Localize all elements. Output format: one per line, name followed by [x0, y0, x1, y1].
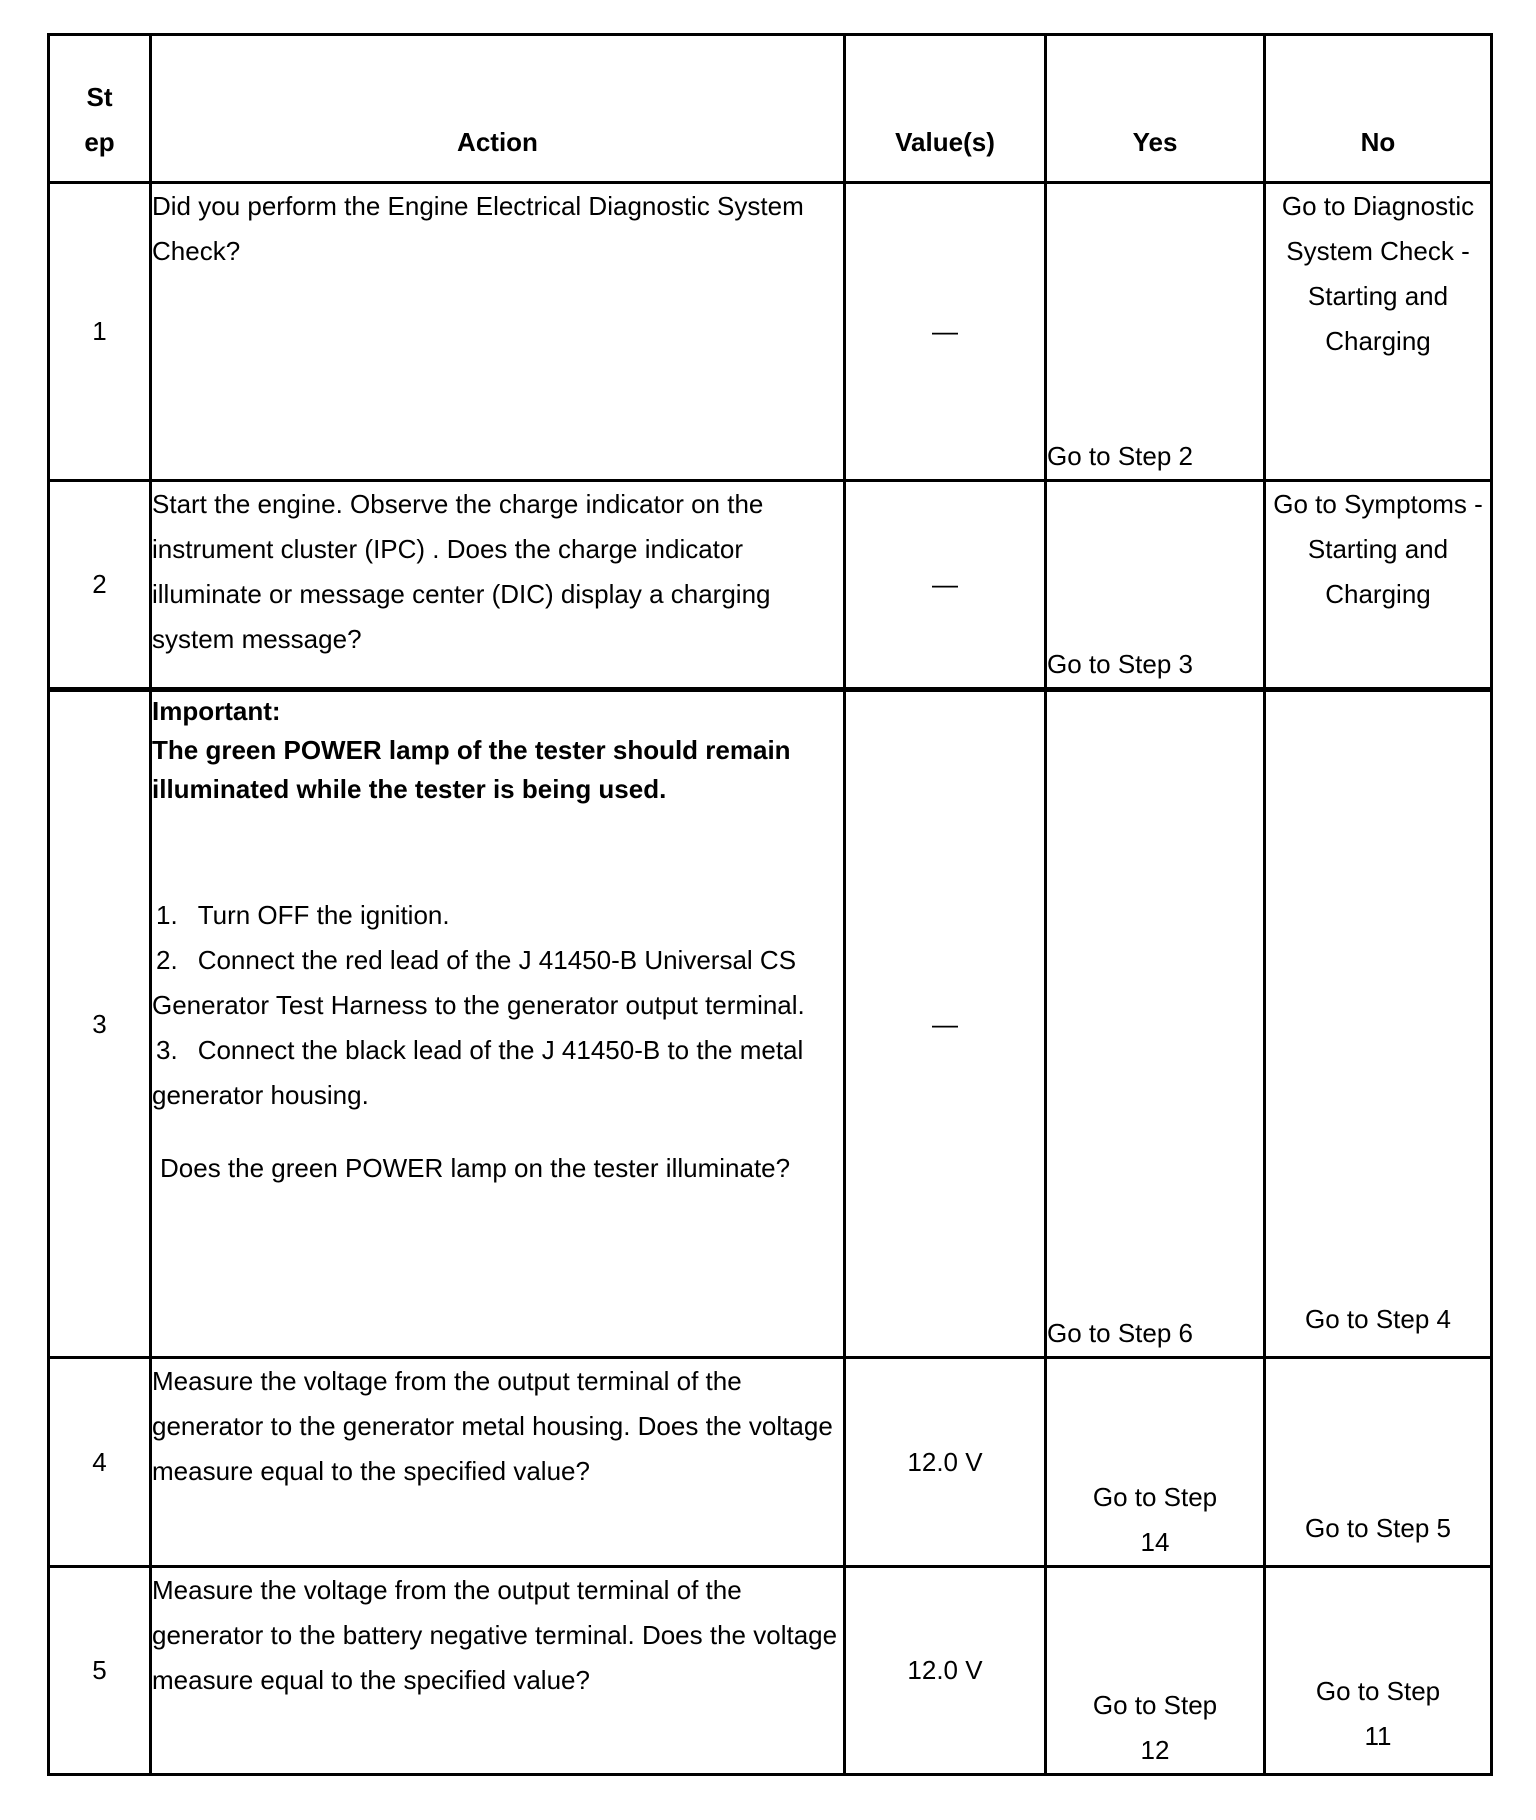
value-cell: 12.0 V	[845, 1358, 1046, 1567]
yes-link[interactable]: Go to Step 6	[1046, 690, 1265, 1358]
step-header-line1: St	[86, 82, 113, 112]
step-number: 4	[49, 1358, 151, 1567]
step-number: 5	[49, 1567, 151, 1775]
no-link[interactable]: Go to Step 5	[1265, 1358, 1492, 1567]
step-number: 2	[49, 481, 151, 690]
important-label: Important:	[152, 696, 281, 726]
action-text	[151, 690, 845, 1358]
yes-link-text[interactable]: Go to Step 14	[1092, 1482, 1218, 1557]
value-cell: —	[845, 690, 1046, 1358]
procedure-step-number: 3.	[156, 1035, 178, 1065]
value-cell: —	[845, 183, 1046, 481]
value-cell: —	[845, 481, 1046, 690]
diagnostic-table	[47, 33, 1493, 1776]
action-header: Action	[151, 35, 845, 183]
procedure-step-number: 2.	[156, 945, 178, 975]
step-header	[49, 35, 151, 183]
step-number: 1	[49, 183, 151, 481]
yes-link[interactable]	[1046, 1567, 1265, 1775]
no-link[interactable]: Go to Symptoms - Starting and Charging	[1265, 481, 1492, 690]
action-text: Did you perform the Engine Electrical Diagnostic System Check?	[151, 183, 845, 481]
procedure-step	[152, 1028, 843, 1118]
values-header: Value(s)	[845, 35, 1046, 183]
table-row	[49, 183, 1492, 481]
question-text: Does the green POWER lamp on the tester illuminate?	[160, 1153, 791, 1183]
yes-link[interactable]	[1046, 1358, 1265, 1567]
action-text: Measure the voltage from the output terminal of the generator to the generator metal housing. Does the voltage measure equal to the specified value?	[151, 1358, 845, 1567]
no-link[interactable]	[1265, 1567, 1492, 1775]
important-note: The green POWER lamp of the tester should remain illuminated while the tester is being used.	[152, 735, 791, 804]
table-row	[49, 690, 1492, 1358]
no-link[interactable]: Go to Diagnostic System Check - Starting and Charging	[1265, 183, 1492, 481]
no-link-text[interactable]: Go to Step 11	[1315, 1676, 1441, 1751]
step-number: 3	[49, 690, 151, 1358]
action-text: Start the engine. Observe the charge indicator on the instrument cluster (IPC) . Does the charge indicator illuminate or message center (DIC) display a charging system message?	[151, 481, 845, 690]
yes-header: Yes	[1046, 35, 1265, 183]
no-link[interactable]: Go to Step 4	[1265, 690, 1492, 1358]
step-header-line2: ep	[84, 127, 115, 157]
no-header: No	[1265, 35, 1492, 183]
procedure-step	[152, 893, 843, 938]
table-row	[49, 481, 1492, 690]
procedure-step-number: 1.	[156, 900, 178, 930]
procedure-step-text: Turn OFF the ignition.	[197, 900, 450, 930]
yes-link-text[interactable]: Go to Step 12	[1092, 1690, 1218, 1765]
procedure-step-text: Connect the black lead of the J 41450-B to the metal generator housing.	[152, 1035, 804, 1110]
procedure-step	[152, 938, 843, 1028]
yes-link[interactable]: Go to Step 3	[1046, 481, 1265, 690]
header-row	[49, 35, 1492, 183]
table-row	[49, 1567, 1492, 1775]
yes-link[interactable]: Go to Step 2	[1046, 183, 1265, 481]
value-cell: 12.0 V	[845, 1567, 1046, 1775]
action-text: Measure the voltage from the output terminal of the generator to the battery negative terminal. Does the voltage measure equal to the specified value?	[151, 1567, 845, 1775]
procedure-step-text: Connect the red lead of the J 41450-B Universal CS Generator Test Harness to the generator output terminal.	[152, 945, 805, 1020]
table-row	[49, 1358, 1492, 1567]
